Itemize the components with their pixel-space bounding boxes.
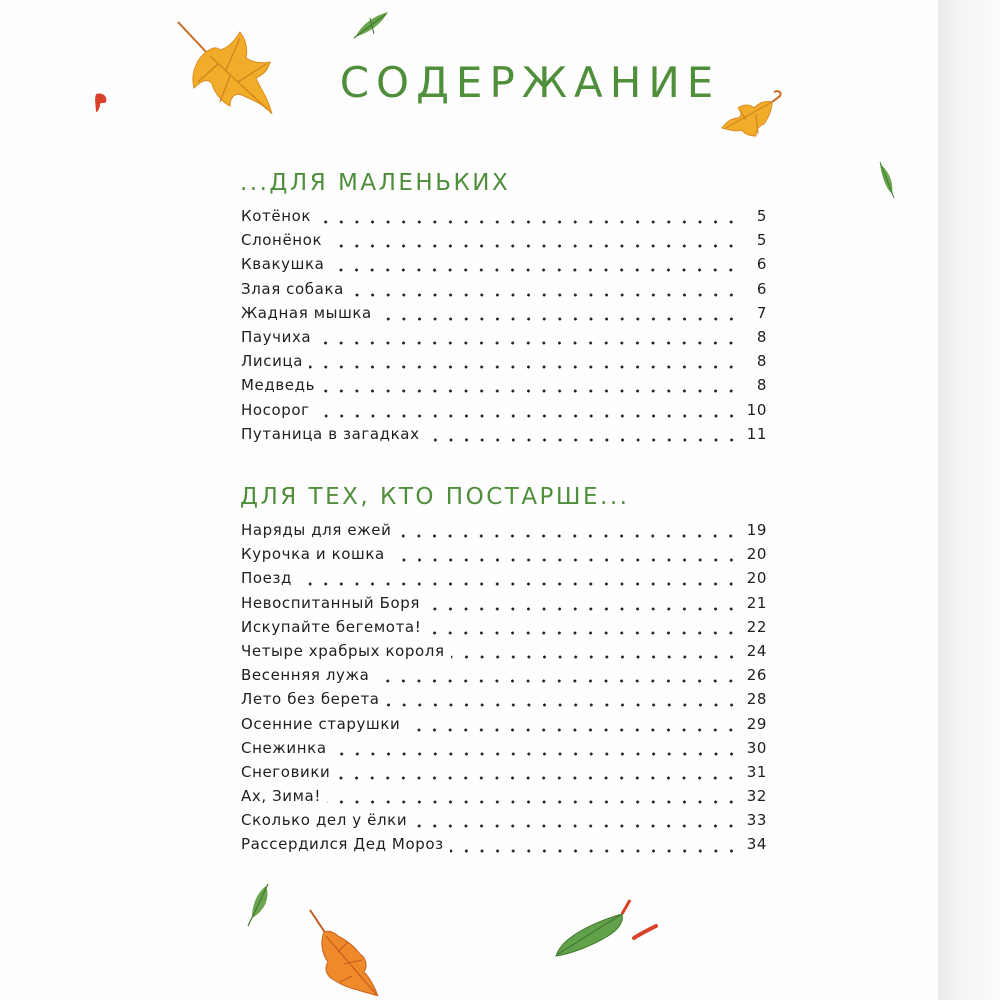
toc-entry-page: 6 [756,279,767,298]
toc-list-little [241,207,767,449]
dot-leader [316,414,739,418]
dot-leader [426,607,739,611]
toc-entry-page: 26 [746,666,767,685]
toc-entry[interactable] [241,763,767,787]
toc-entry[interactable] [241,545,767,569]
dot-leader [336,776,739,780]
toc-entry-title: Осенние старушки [241,714,401,733]
toc-entry-page: 5 [756,207,767,225]
dot-leader [309,365,739,369]
toc-entry[interactable] [241,739,767,763]
dot-leader [317,341,739,345]
toc-entry-page: 21 [746,593,767,612]
toc-entry-title: Снеговики [241,762,331,781]
toc-entry-page: 6 [756,255,767,274]
page-title: СОДЕРЖАНИЕ [339,58,721,107]
toc-entry[interactable] [241,521,767,545]
dot-leader [330,268,739,272]
dot-leader [450,849,739,853]
toc-entry[interactable] [241,666,767,690]
dot-leader [451,655,739,659]
toc-entry-title: Курочка и кошка [241,545,385,564]
toc-entry[interactable] [241,328,767,352]
toc-entry[interactable] [241,569,767,593]
toc-entry[interactable] [241,304,767,328]
toc-entry[interactable] [241,401,767,425]
toc-entry-title: Квакушка [241,255,325,274]
toc-entry-page: 28 [746,690,767,709]
toc-entry-title: Снежинка [241,738,327,757]
small-leaf-icon [552,896,636,958]
toc-entry-title: Искупайте бегемота! [241,617,422,636]
dot-leader [317,220,739,224]
toc-entry-page: 29 [746,714,767,733]
toc-entry-title: Злая собака [241,279,344,298]
dot-leader [426,438,739,442]
small-leaf-icon [352,6,392,40]
toc-entry-page: 20 [746,545,767,564]
small-leaf-icon [244,882,274,928]
toc-list-older [241,521,767,860]
toc-entry[interactable] [241,425,767,449]
toc-entry[interactable] [241,255,767,279]
toc-entry[interactable] [241,835,767,859]
dot-leader [328,244,739,248]
dot-leader [321,389,739,393]
toc-entry-page: 24 [746,641,767,660]
toc-entry-title: Паучиха [241,327,312,346]
toc-entry[interactable] [241,811,767,835]
page-edge-shadow [938,0,1000,1000]
toc-entry[interactable] [241,280,767,304]
toc-entry[interactable] [241,594,767,618]
toc-entry-page: 33 [746,811,767,830]
dot-leader [333,752,739,756]
toc-entry[interactable] [241,231,767,255]
toc-entry[interactable] [241,715,767,739]
toc-entry-title: Медведь [241,376,316,395]
dot-leader [406,728,739,732]
toc-entry[interactable] [241,618,767,642]
dot-leader [413,824,739,828]
toc-entry[interactable] [241,787,767,811]
toc-entry-title: Путаница в загадках [241,424,420,443]
toc-entry-title: Жадная мышка [241,303,372,322]
toc-entry-title: Наряды для ежей [241,521,392,539]
section-title-little: ...ДЛЯ МАЛЕНЬКИХ [240,170,511,196]
toc-entry-page: 31 [746,762,767,781]
toc-entry-page: 22 [746,617,767,636]
toc-entry-page: 20 [746,569,767,588]
toc-entry-page: 10 [746,400,767,419]
toc-entry-title: Носорог [241,400,310,419]
dot-leader [378,317,739,321]
toc-entry-title: Сколько дел у ёлки [241,811,408,830]
dot-leader [298,582,739,586]
toc-entry[interactable] [241,642,767,666]
toc-entry-page: 30 [746,738,767,757]
berry-icon [630,922,660,942]
dot-leader [391,558,739,562]
toc-entry[interactable] [241,207,767,231]
toc-entry[interactable] [241,352,767,376]
dot-leader [375,679,739,683]
toc-entry-page: 7 [756,303,767,322]
toc-entry-title: Ах, Зима! [241,787,321,806]
dot-leader [397,534,739,538]
dot-leader [350,293,739,297]
toc-entry-page: 5 [756,231,767,250]
section-title-older: ДЛЯ ТЕХ, КТО ПОСТАРШЕ... [240,484,630,510]
toc-entry-page: 11 [746,424,767,443]
dot-leader [427,631,739,635]
dot-leader [386,703,739,707]
toc-entry-title: Невоспитанный Боря [241,593,421,612]
toc-entry-page: 8 [756,327,767,346]
toc-entry-page: 8 [756,376,767,395]
small-leaf-icon [876,160,898,200]
toc-entry-page: 32 [746,787,767,806]
toc-entry-title: Поезд [241,569,293,588]
maple-leaf-icon [304,906,384,996]
toc-entry-title: Весенняя лужа [241,666,370,685]
dot-leader [327,800,739,804]
toc-entry[interactable] [241,376,767,400]
toc-entry-title: Рассердился Дед Мороз [241,835,444,854]
toc-entry-title: Лето без берета [241,690,380,709]
toc-entry-title: Слонёнок [241,231,323,250]
toc-entry-title: Котёнок [241,207,312,225]
toc-entry-title: Лисица [241,352,304,371]
toc-entry-page: 34 [746,835,767,854]
toc-entry-page: 19 [746,521,767,539]
toc-entry-page: 8 [756,352,767,371]
toc-entry-title: Четыре храбрых короля [241,641,445,660]
toc-entry[interactable] [241,690,767,714]
